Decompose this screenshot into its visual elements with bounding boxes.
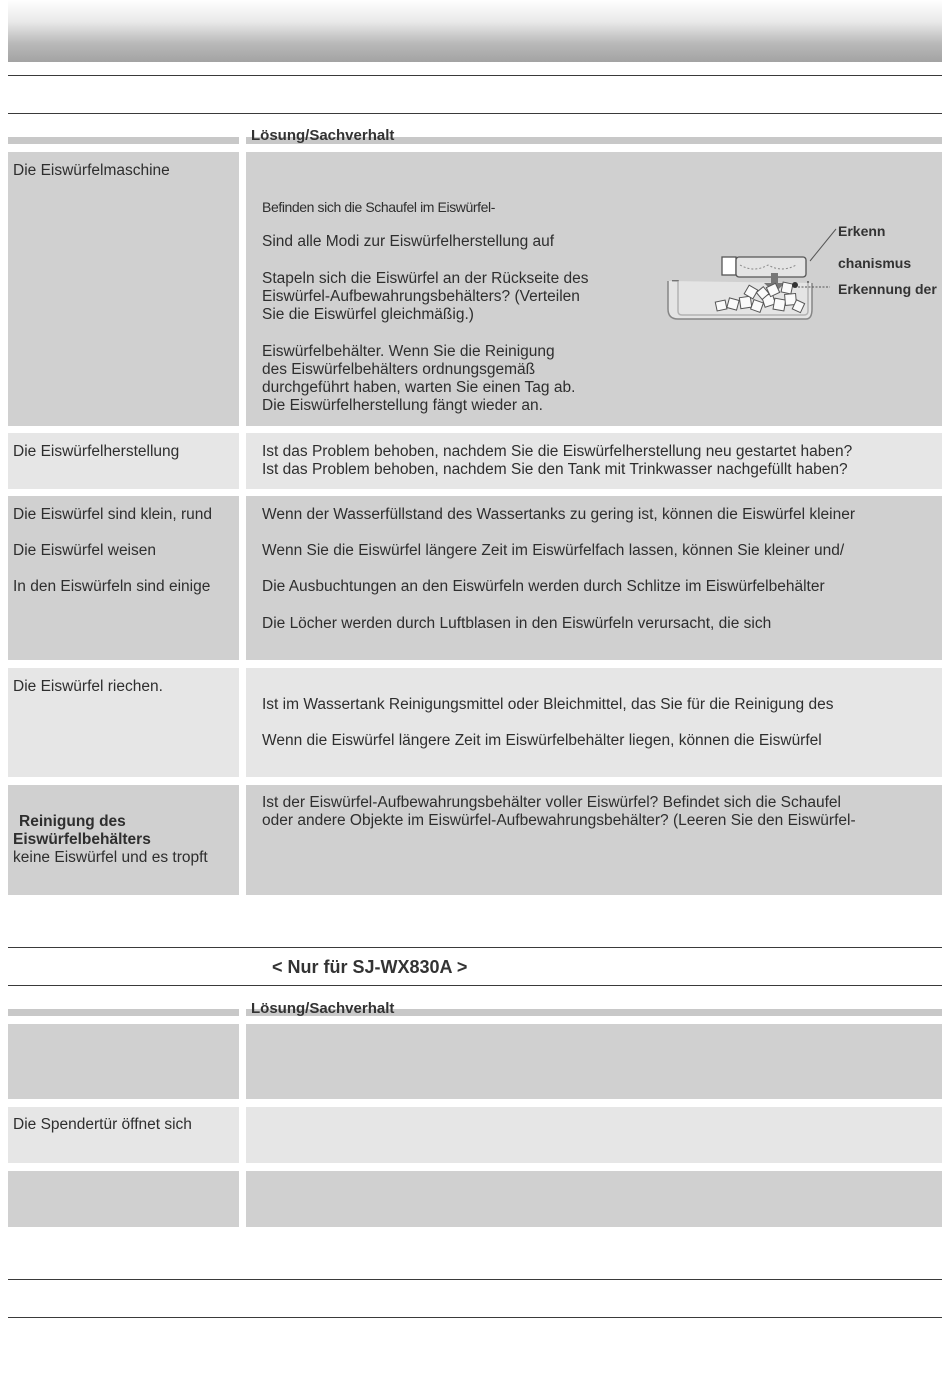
row3-problem-3: In den Eiswürfeln sind einige	[13, 578, 211, 595]
rule-section2-top	[8, 947, 942, 948]
row3-sol-3: Die Ausbuchtungen an den Eiswürfeln werden durch Schlitze im Eiswürfelbehälter	[262, 578, 825, 595]
row1-sol-line3b: Eiswürfel-Aufbewahrungsbehälters? (Verteilen	[262, 288, 580, 305]
row4-problem-cell	[8, 668, 239, 777]
ice-maker-diagram-svg	[664, 217, 940, 327]
row5-sol-line1: Ist der Eiswürfel-Aufbewahrungsbehälter voller Eiswürfel? Befindet sich die Schaufel	[262, 794, 841, 811]
row3-solution-cell	[246, 496, 942, 660]
t2-row1-problem-cell	[8, 1024, 239, 1099]
figure-label-3: Erkennung der	[838, 281, 937, 297]
row5-problem-line: keine Eiswürfel und es tropft	[13, 849, 208, 866]
rule-bottom-1	[8, 1279, 942, 1280]
t2-row2-problem: Die Spendertür öffnet sich	[13, 1116, 192, 1133]
row2-solution-cell	[246, 433, 942, 489]
row5-sol-line2: oder andere Objekte im Eiswürfel-Aufbewahrungsbehälter? (Leeren Sie den Eiswürfel-	[262, 812, 856, 829]
row4-sol-1: Ist im Wassertank Reinigungsmittel oder Bleichmittel, das Sie für die Reinigung des	[262, 696, 834, 713]
row1-problem-cell	[8, 152, 239, 426]
row5-solution-cell	[246, 785, 942, 895]
row1-problem: Die Eiswürfelmaschine	[13, 162, 170, 179]
row5-problem-bold-2: Eiswürfelbehälters	[13, 831, 151, 848]
header-bar	[8, 0, 942, 62]
t2-row3-solution-cell	[246, 1171, 942, 1227]
row1-solution-cell	[246, 152, 942, 426]
row2-problem: Die Eiswürfelherstellung	[13, 443, 180, 460]
row1-sol-line4a: Eiswürfelbehälter. Wenn Sie die Reinigung	[262, 343, 555, 360]
row3-sol-4: Die Löcher werden durch Luftblasen in den Eiswürfeln verursacht, die sich	[262, 615, 772, 632]
row4-sol-2: Wenn die Eiswürfel längere Zeit im Eiswürfelbehälter liegen, können die Eiswürfel	[262, 732, 822, 749]
row2-sol-line2: Ist das Problem behoben, nachdem Sie den Tank mit Trinkwasser nachgefüllt haben?	[262, 461, 848, 478]
table2-header-band-left	[8, 1009, 239, 1016]
row3-problem-2: Die Eiswürfel weisen	[13, 542, 156, 559]
row2-sol-line1: Ist das Problem behoben, nachdem Sie die Eiswürfelherstellung neu gestartet haben?	[262, 443, 853, 460]
rule-section2-bottom	[8, 985, 942, 986]
row5-problem-cell	[8, 785, 239, 895]
rule-top-1	[8, 75, 942, 76]
t2-row2-solution-cell	[246, 1107, 942, 1163]
row5-problem-bold-1: Reinigung des	[19, 813, 126, 830]
row3-sol-2: Wenn Sie die Eiswürfel längere Zeit im Eiswürfelfach lassen, können Sie kleiner und/	[262, 542, 845, 559]
rule-top-2	[8, 113, 942, 114]
row2-problem-cell	[8, 433, 239, 489]
row1-sol-line4d: Die Eiswürfelherstellung fängt wieder an.	[262, 397, 543, 414]
ice-maker-figure	[664, 217, 940, 327]
table1-header-band-left	[8, 137, 239, 144]
table1-header-label: Lösung/Sachverhalt	[251, 127, 395, 144]
t2-row2-problem-cell	[8, 1107, 239, 1163]
row3-problem-cell	[8, 496, 239, 660]
t2-row3-problem-cell	[8, 1171, 239, 1227]
table2-header-label: Lösung/Sachverhalt	[251, 1000, 395, 1017]
row3-sol-1: Wenn der Wasserfüllstand des Wassertanks zu gering ist, können die Eiswürfel kleiner	[262, 506, 856, 523]
row4-problem: Die Eiswürfel riechen.	[13, 678, 163, 695]
t2-row1-solution-cell	[246, 1024, 942, 1099]
row1-sol-line3c: Sie die Eiswürfel gleichmäßig.)	[262, 306, 474, 323]
row4-solution-cell	[246, 668, 942, 777]
row1-sol-line3a: Stapeln sich die Eiswürfel an der Rückseite des	[262, 270, 589, 287]
row1-sol-line4c: durchgeführt haben, warten Sie einen Tag ab.	[262, 379, 576, 396]
row1-sol-line1: Befinden sich die Schaufel im Eiswürfel-	[262, 199, 496, 215]
row1-sol-line4b: des Eiswürfelbehälters ordnungsgemäß	[262, 361, 536, 378]
row3-problem-1: Die Eiswürfel sind klein, rund	[13, 506, 213, 523]
figure-label-1: Erkenn	[838, 223, 886, 239]
section2-title: < Nur für SJ-WX830A >	[272, 957, 468, 977]
figure-label-2: chanismus	[838, 255, 912, 271]
row1-sol-line2: Sind alle Modi zur Eiswürfelherstellung auf	[262, 233, 555, 250]
rule-bottom-2	[8, 1317, 942, 1318]
